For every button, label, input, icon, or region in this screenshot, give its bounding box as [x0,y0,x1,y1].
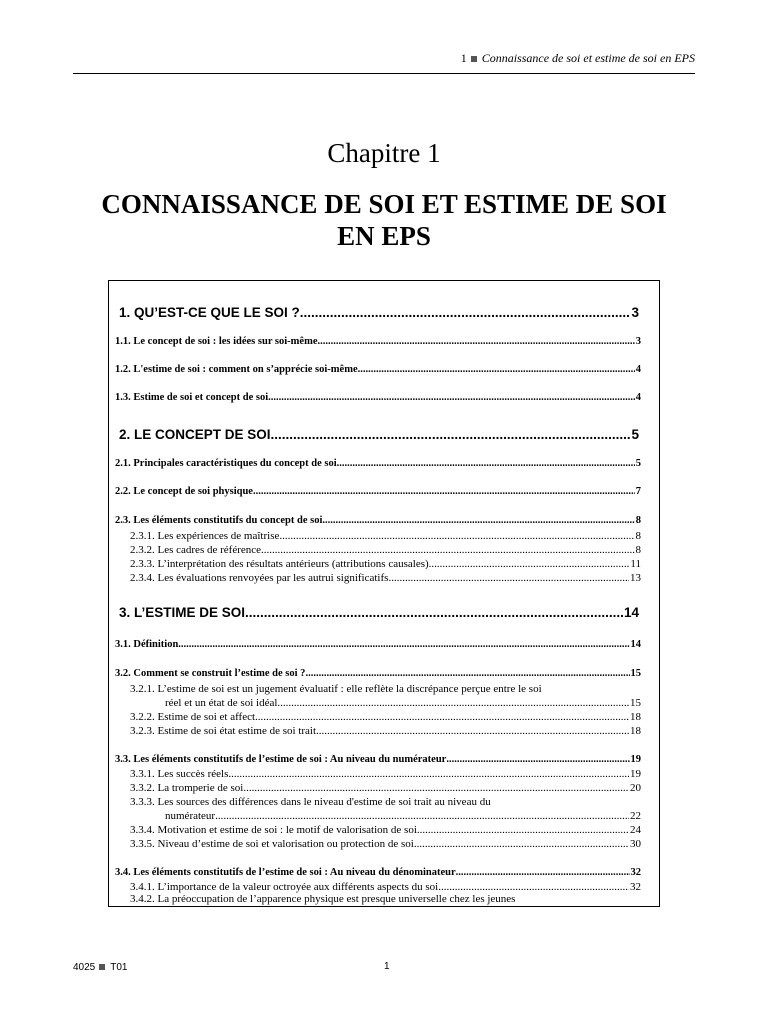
toc-entry-title: 3.2. Comment se construit l’estime de soi ? [115,668,306,679]
toc-entry-page: 5 [631,427,639,442]
toc-entry-3-3-3[interactable] [165,810,641,822]
dot-leader [337,458,635,469]
toc-entry-1-1[interactable] [115,336,641,347]
chapter-title: CONNAISSANCE DE SOI ET ESTIME DE SOI EN EPS [101,189,667,251]
toc-entry-page: 3 [631,305,639,320]
dot-leader [261,544,634,556]
dot-leader [243,782,629,794]
toc-entry-page: 19 [630,768,641,780]
toc-entry-title: 2. LE CONCEPT DE SOI [119,427,271,442]
toc-entry-page: 11 [630,558,641,570]
dot-leader [255,711,629,723]
toc-entry-1-3[interactable] [115,392,641,403]
toc-entry-title: 3.3.1. Les succès réels [130,768,229,780]
toc-entry-page: 3 [635,336,641,347]
dot-leader [456,867,630,878]
toc-entry-3-4[interactable] [115,867,641,878]
toc-entry-title: 3. L’ESTIME DE SOI [119,605,246,620]
toc-entry-2-3-1[interactable] [130,530,641,542]
dot-leader [388,572,629,584]
toc-entry-page: 32 [630,881,641,893]
toc-entry-title: réel et un état de soi idéal [165,697,278,709]
dot-leader [414,838,629,850]
toc-entry-page: 4 [635,392,641,403]
toc-entry-3-3-2[interactable] [130,782,641,794]
toc-entry-3-3[interactable] [115,754,641,765]
toc-entry-3-4-2[interactable]: 3.4.2. La préoccupation de l’apparence physique est presque universelle chez les jeunes [130,893,516,905]
toc-entry-2-3[interactable] [115,515,641,526]
square-bullet-icon [471,56,477,62]
toc-entry-page: 8 [635,530,641,542]
dot-leader [360,364,635,375]
running-header [461,51,695,66]
dot-leader [305,668,629,679]
toc-entry-page: 14 [630,639,641,650]
dot-leader [446,754,629,765]
dot-leader [322,515,634,526]
toc-entry-title: 2.3.4. Les évaluations renvoyées par les autrui significatifs [130,572,389,584]
toc-entry-page: 32 [630,867,641,878]
dot-leader [320,336,635,347]
toc-entry-title: 1.1. Le concept de soi : les idées sur soi-même. [115,336,321,347]
toc-entry-title: 3.1. Définition [115,639,179,650]
toc-entry-2-1[interactable] [115,458,641,469]
toc-entry-title: 2.3.2. Les cadres de référence [130,544,262,556]
toc-entry-title: 3.4. Les éléments constitutifs de l’estime de soi : Au niveau du dénominateur [115,867,456,878]
toc-entry-page: 15 [630,697,641,709]
footer-page-number: 1 [384,961,390,972]
toc-entry-title: 3.3.4. Motivation et estime de soi : le motif de valorisation de soi [130,824,417,836]
dot-leader [268,392,635,403]
dot-leader [245,605,623,620]
toc-entry-title: numérateur [165,810,216,822]
toc-entry-1-2[interactable] [115,364,641,375]
toc-entry-3-4-1[interactable] [130,881,641,893]
toc-entry-3-2-1[interactable] [165,697,641,709]
dot-leader [417,824,629,836]
toc-entry-3-2[interactable] [115,668,641,679]
toc-entry-title: 2.3.1. Les expériences de maîtrise [130,530,280,542]
toc-entry-title: 2.2. Le concept de soi physique [115,486,253,497]
footer-code [73,962,127,973]
toc-entry-2[interactable] [119,427,639,442]
toc-entry-title: 3.3. Les éléments constitutifs de l’estime de soi : Au niveau du numérateur [115,754,447,765]
toc-entry-2-3-3[interactable] [130,558,641,570]
toc-entry-page: 15 [630,668,641,679]
toc-entry-3-3-4[interactable] [130,824,641,836]
toc-entry-3-1[interactable] [115,639,641,650]
dot-leader [300,305,631,320]
square-bullet-icon [99,964,105,970]
dot-leader [431,558,629,570]
toc-entry-page: 13 [630,572,641,584]
header-chapter-title: Connaissance de soi et estime de soi en EPS [481,51,695,65]
header-rule [73,73,695,74]
dot-leader [279,530,634,542]
footer-code-left: 4025 [73,962,96,973]
toc-entry-page: 18 [630,711,641,723]
toc-entry-2-3-2[interactable] [130,544,641,556]
toc-entry-3-2-1-line1[interactable]: 3.2.1. L’estime de soi est un jugement évaluatif : elle reflète la discrépance perçue entre le soi [130,683,542,695]
toc-entry-title: 2.1. Principales caractéristiques du concept de soi [115,458,337,469]
toc-entry-page: 7 [635,486,641,497]
dot-leader [253,486,635,497]
table-of-contents [108,280,660,907]
toc-entry-title: 3.3.5. Niveau d’estime de soi et valorisation ou protection de soi [130,838,414,850]
toc-entry-title: 3.3.2. La tromperie de soi [130,782,244,794]
dot-leader [228,768,629,780]
toc-entry-page: 20 [630,782,641,794]
toc-entry-page: 19 [630,754,641,765]
footer-code-right: T01 [110,962,128,973]
toc-entry-page: 30 [630,838,641,850]
toc-entry-page: 18 [630,725,641,737]
chapter-label: Chapitre 1 [327,138,441,168]
toc-entry-title: 3.4.1. L’importance de la valeur octroyée aux différents aspects du soi. [130,881,441,893]
toc-entry-title: 2.3.3. L’interprétation des résultats antérieurs (attributions causales). [130,558,432,570]
dot-leader [215,810,629,822]
toc-entry-title: 3.2.2. Estime de soi et affect [130,711,256,723]
toc-entry-3-2-3[interactable] [130,725,641,737]
dot-leader [277,697,629,709]
toc-entry-3[interactable] [119,605,639,620]
toc-entry-page: 14 [623,605,639,620]
dot-leader [316,725,629,737]
toc-entry-title: 1. QU’EST-CE QUE LE SOI ? [119,305,300,320]
header-page-number: 1 [460,51,467,65]
toc-entry-1[interactable] [119,305,639,320]
toc-entry-page: 4 [635,364,641,375]
toc-entry-3-2-2[interactable] [130,711,641,723]
toc-entry-page: 5 [635,458,641,469]
toc-entry-page: 8 [635,544,641,556]
dot-leader [441,881,629,893]
dot-leader [178,639,629,650]
toc-entry-3-3-1[interactable] [130,768,641,780]
toc-entry-page: 22 [630,810,641,822]
dot-leader [271,427,631,442]
toc-entry-title: 3.2.3. Estime de soi état estime de soi trait [130,725,317,737]
toc-entry-page: 24 [630,824,641,836]
toc-entry-3-3-5[interactable] [130,838,641,850]
toc-entry-3-3-3-line1[interactable]: 3.3.3. Les sources des différences dans le niveau d'estime de soi trait au niveau du [130,796,491,808]
toc-entry-page: 8 [635,515,641,526]
toc-entry-title: 1.3. Estime de soi et concept de soi [115,392,269,403]
toc-entry-2-2[interactable] [115,486,641,497]
toc-entry-title: 2.3. Les éléments constitutifs du concept de soi [115,515,323,526]
toc-entry-title: 1.2. L'estime de soi : comment on s’apprécie soi-même. [115,364,361,375]
toc-entry-2-3-4[interactable] [130,572,641,584]
